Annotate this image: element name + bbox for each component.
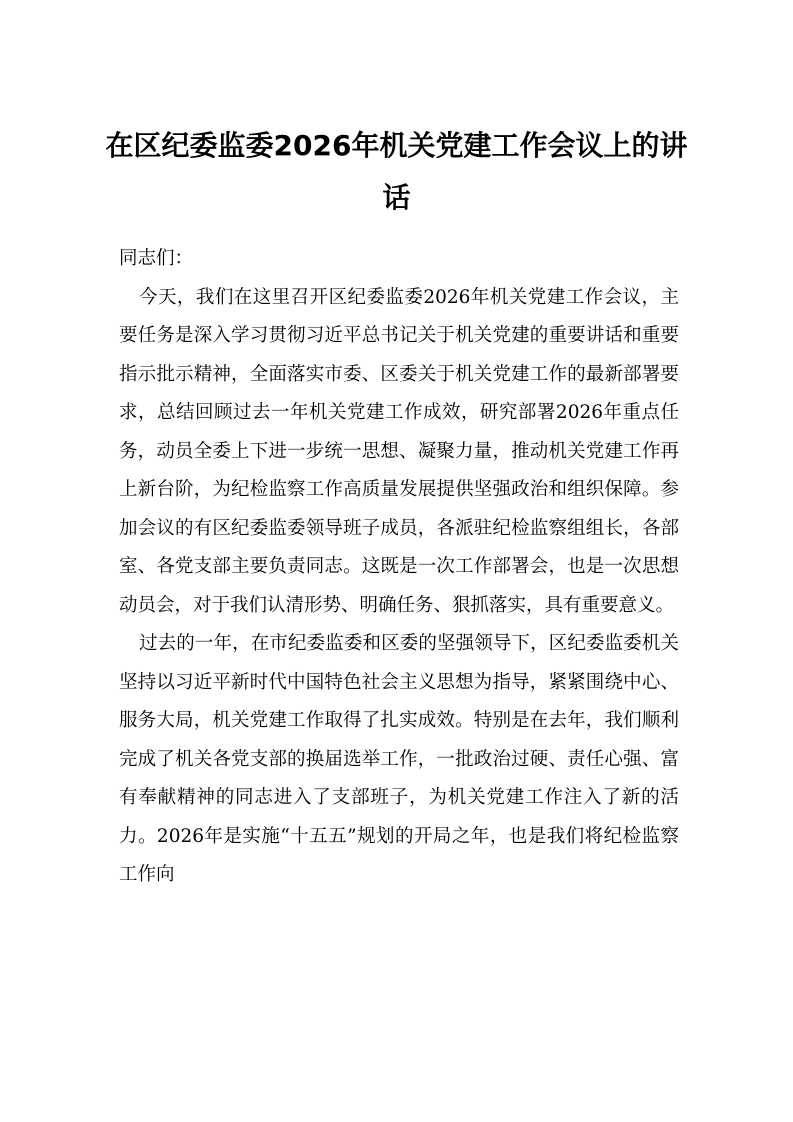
document-title: 在区纪委监委2026年机关党建工作会议上的讲话 [105, 129, 688, 214]
salutation: 同志们： [119, 248, 194, 269]
paragraph-review: 过去的一年，在市纪委监委和区委的坚强领导下，区纪委监委机关坚持以习近平新时代中国特色社会主义思想为指导，紧紧围绕中心、服务大局，机关党建工作取得了扎实成效。特别是在去年，我们顺利完成了机关各党支部的换届选举工作，一批政治过硬、责任心强、富有奉献精神的同志进入了支部班子，为机关党建工作注入了新的活力。2026年是实施“十五五”规划的开局之年，也是我们将纪检监察工作向 [119, 633, 679, 885]
paragraph-opening: 今天，我们在这里召开区纪委监委2026年机关党建工作会议，主要任务是深入学习贯彻习近平总书记关于机关党建的重要讲话和重要指示批示精神，全面落实市委、区委关于机关党建工作的最新部署要求，总结回顾过去一年机关党建工作成效，研究部署2026年重点任务，动员全委上下进一步统一思想、凝聚力量，推动机关党建工作再上新台阶，为纪检监察工作高质量发展提供坚强政治和组织保障。参加会议的有区纪委监委领导班子成员，各派驻纪检监察组组长，各部室、各党支部主要负责同志。这既是一次工作部署会，也是一次思想动员会，对于我们认清形势、明确任务、狠抓落实，具有重要意义。 [119, 286, 679, 616]
document-body [119, 240, 679, 895]
